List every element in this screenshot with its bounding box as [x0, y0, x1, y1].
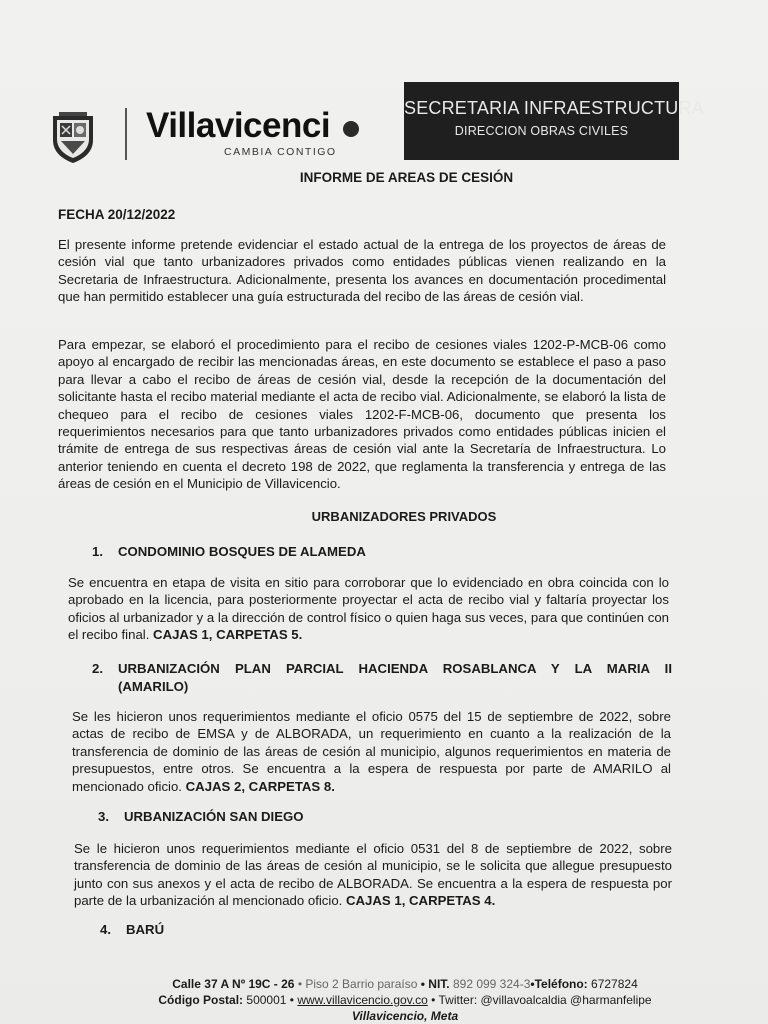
footer-nit-value: 892 099 324-3: [452, 977, 531, 991]
item-body: Se le hicieron unos requerimientos mediante el oficio 0531 del 8 de septiembre de 2022, sobre transferencia de dominio de las áreas de cesión al municipio, se le solicita que allegue presupuesto junto con sus anexos y el acta de recibo de ALBORADA. Se encuentra a la espera de respuesta por parte de la urbanización al mencionado oficio.: [74, 841, 672, 909]
footer-postal-value: 500001: [246, 993, 287, 1007]
item-boxes: CAJAS 2, CARPETAS 8.: [185, 778, 335, 794]
footer-nit-label: • NIT.: [420, 977, 450, 991]
item-paragraph: [74, 840, 672, 910]
department-title: SECRETARIA INFRAESTRUCTURA: [404, 98, 704, 118]
logo-divider: [125, 108, 127, 160]
procedure-paragraph: Para empezar, se elaboró el procedimiento para el recibo de cesiones viales 1202-P-MCB-06 como apoyo al encargado de recibir las mencionadas áreas, en este documento se establece el paso a paso para llevar a cabo el recibo de áreas de cesión vial, desde la recepción de la documentación del solicitante hasta el recibo material mediante el acta de recibo vial. Adicionalmente, se elaboró la lista de chequeo para el recibo de cesiones viales 1202-F-MCB-06, documento que presenta los requerimientos necesarios para que tanto urbanizadores privados como entidades públicas inicien el trámite de entrega de sus respectivas áreas de cesión vial ante la Secretaría de Infraestructura. Lo anterior teniendo en cuenta el decreto 198 de 2022, que reglamenta la transferencia y entrega de las áreas de cesión en el Municipio de Villavicencio.: [58, 337, 666, 492]
section-heading: URBANIZADORES PRIVADOS: [311, 509, 497, 524]
item-number: 2.: [92, 661, 103, 676]
list-item-heading: [100, 921, 680, 939]
city-brand-logo: [146, 104, 361, 164]
footer-city: Villavicencio, Meta: [351, 1009, 459, 1023]
footer-phone-value: 6727824: [591, 977, 638, 991]
item-title: BARÚ: [126, 922, 165, 937]
list-item-heading: [98, 808, 678, 826]
item-title: CONDOMINIO BOSQUES DE ALAMEDA: [118, 544, 366, 559]
item-title: URBANIZACIÓN PLAN PARCIAL HACIENDA ROSABLANCA Y LA MARIA II (AMARILO): [118, 661, 672, 694]
intro-paragraph: El presente informe pretende evidenciar el estado actual de la entrega de los proyectos de áreas de cesión vial que tanto urbanizadores privados como entidades públicas vienen realizando en la Secretaria de Infraestructura. Adicionalmente, presenta los avances en documentación procedimental que han permitido establecer una guía estructurada del recibo de las áreas de cesión vial.: [58, 237, 666, 305]
municipal-seal-icon: [50, 110, 96, 164]
footer-line-postal: Código Postal: 500001 • www.villavicencio.gov.co • Twitter: @villavoalcaldia @harmanfelipe: [158, 993, 652, 1007]
item-boxes: CAJAS 1, CARPETAS 4.: [346, 893, 496, 909]
item-body: Se les hicieron unos requerimientos mediante el oficio 0575 del 15 de septiembre de 2022, sobre actas de recibo de EMSA y de ALBORADA, un requerimiento en cuanto a la realización de la transferencia de dominio de las áreas de cesión al municipio, algunos requerimientos en materia de presupuestos, entre otros. Se encuentra a la espera de respuesta por parte de AMARILO al mencionado oficio.: [72, 709, 671, 794]
division-title: DIRECCION OBRAS CIVILES: [454, 124, 629, 138]
brand-dot-icon: [343, 121, 359, 137]
item-paragraph: [72, 708, 671, 795]
brand-name: Villavicenci: [146, 106, 331, 145]
footer-twitter: • Twitter: @villavoalcaldia @harmanfelipe: [431, 993, 652, 1007]
list-item-heading: [92, 660, 672, 696]
date-line: FECHA 20/12/2022: [58, 207, 176, 222]
item-number: 3.: [98, 809, 109, 824]
item-paragraph: [68, 574, 669, 644]
item-title: URBANIZACIÓN SAN DIEGO: [124, 809, 304, 824]
footer-website-link[interactable]: www.villavicencio.gov.co: [297, 993, 428, 1007]
brand-tagline: CAMBIA CONTIGO: [224, 146, 337, 158]
item-body: Se encuentra en etapa de visita en sitio para corroborar que lo evidenciado en obra coincida con lo aprobado en la licencia, para posteriormente proyectar el acta de recibo vial y faltaría proyectar los oficios al urbanizador y a la dirección de control físico o quien haga sus veces, para que continúen con el recibo final.: [68, 575, 669, 643]
document-title: INFORME DE AREAS DE CESIÓN: [299, 170, 514, 185]
footer-line-address: [60, 976, 750, 992]
department-banner: [404, 82, 704, 160]
item-number: 4.: [100, 922, 111, 937]
list-item-heading: [92, 543, 672, 561]
item-boxes: CAJAS 1, CARPETAS 5.: [153, 627, 303, 643]
footer-address-extra: • Piso 2 Barrio paraíso: [297, 977, 418, 991]
footer-address-main: Calle 37 A Nº 19C - 26: [172, 977, 295, 991]
footer-postal-label: Código Postal:: [158, 993, 244, 1007]
page-footer: [60, 976, 750, 1024]
item-number: 1.: [92, 544, 103, 559]
footer-phone-label: •Teléfono:: [530, 977, 588, 991]
